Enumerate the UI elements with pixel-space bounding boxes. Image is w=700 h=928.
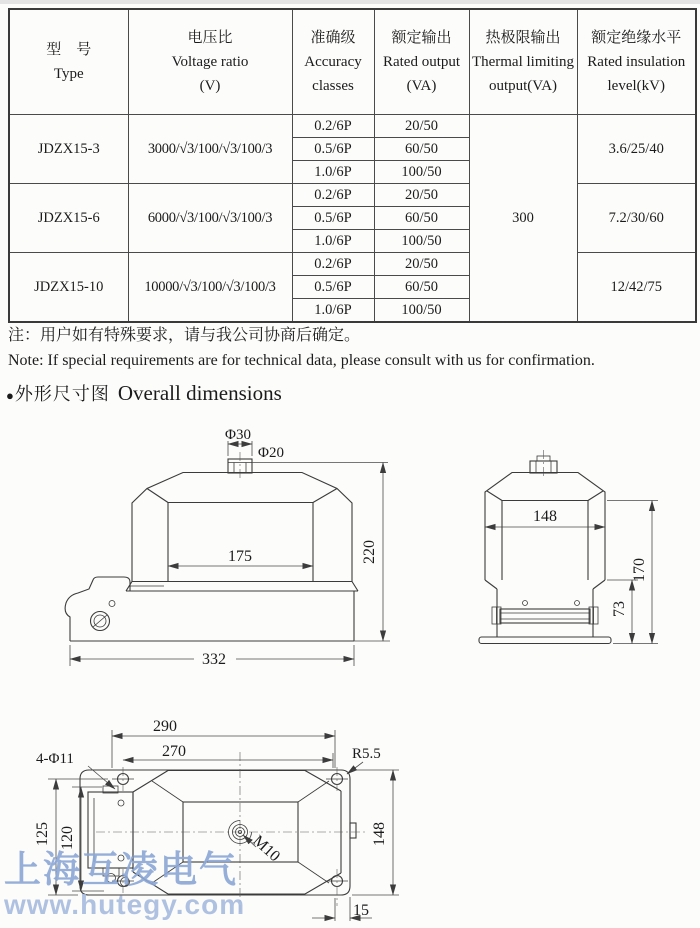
cell-insulation: 7.2/30/60 [577,184,696,253]
header-line: (V) [199,78,221,94]
front-view-outline [65,452,358,641]
cell-output: 20/50 [374,253,469,276]
header-line: Thermal limiting [471,54,575,70]
cell-voltage-ratio: 3000/√3/100/√3/100/3 [128,115,292,184]
col-header-output [374,9,469,115]
side-dim-73: 73 [611,601,628,617]
header-line: Type [53,66,84,82]
section-title [6,380,282,406]
col-header-accuracy [292,9,374,115]
spec-table [8,8,697,323]
header-line: classes [312,78,354,94]
bottom-dim-148: 148 [371,822,388,846]
header-line: Rated output [382,54,461,70]
scan-edge-artifact [0,0,700,4]
cell-accuracy: 0.5/6P [292,207,374,230]
cell-accuracy: 1.0/6P [292,230,374,253]
header-line: Accuracy [304,54,362,70]
cell-accuracy: 0.2/6P [292,253,374,276]
side-view-outline [479,450,611,644]
front-dim-phi20: Φ20 [258,445,284,461]
section-title-en: Overall dimensions [117,381,282,405]
watermark-url: www.hutegy.com [4,889,246,920]
col-header-ratio [128,9,292,115]
table-row [9,184,696,207]
front-dim-175: 175 [228,548,252,565]
cell-accuracy: 1.0/6P [292,161,374,184]
col-header-type [9,9,128,115]
cell-type: JDZX15-6 [9,184,128,253]
header-line: Voltage ratio [171,54,249,70]
header-line: 额定绝缘水平 [591,30,682,46]
cell-accuracy: 1.0/6P [292,299,374,323]
table-row [9,253,696,276]
table-row [9,115,696,138]
col-header-insulation [577,9,696,115]
watermark [4,851,245,919]
bottom-dim-290: 290 [153,718,177,735]
section-title-cn: 外形尺寸图 [14,384,110,404]
cell-output: 100/50 [374,299,469,323]
header-line: (VA) [406,78,437,94]
cell-voltage-ratio: 6000/√3/100/√3/100/3 [128,184,292,253]
cell-accuracy: 0.5/6P [292,276,374,299]
table-header-row [9,9,696,115]
front-view-dimensions [70,427,390,668]
cell-output: 60/50 [374,138,469,161]
side-dim-170: 170 [631,558,648,582]
bottom-dim-15: 15 [353,902,369,919]
cell-output: 20/50 [374,115,469,138]
cell-output: 20/50 [374,184,469,207]
cell-output: 60/50 [374,276,469,299]
col-header-thermal [469,9,577,115]
bottom-label-m10: M10 [249,832,284,866]
side-view-dimensions [485,501,658,644]
side-view [479,450,658,644]
header-line: 热极限输出 [485,30,561,46]
cell-insulation: 3.6/25/40 [577,115,696,184]
note-en: Note: If special requirements are for technical data, please consult with us for confirmation. [8,352,595,369]
cell-type: JDZX15-10 [9,253,128,323]
side-dim-148: 148 [533,508,557,525]
cell-insulation: 12/42/75 [577,253,696,323]
cell-accuracy: 0.2/6P [292,184,374,207]
bottom-dim-270: 270 [162,743,186,760]
cell-output: 100/50 [374,230,469,253]
header-line: 电压比 [187,30,233,46]
header-line: 准确级 [310,30,356,46]
cell-thermal-output: 300 [469,115,577,323]
cell-output: 100/50 [374,161,469,184]
header-line: Rated insulation [587,54,686,70]
cell-voltage-ratio: 10000/√3/100/√3/100/3 [128,253,292,323]
bottom-dim-125: 125 [34,822,51,846]
front-dim-220: 220 [361,540,378,564]
header-line: output(VA) [488,78,558,94]
header-line: 型 号 [46,42,92,58]
header-line: 额定输出 [391,30,452,46]
bottom-label-r5-5: R5.5 [352,746,381,762]
bullet-icon: ● [6,388,14,403]
cell-output: 60/50 [374,207,469,230]
bottom-label-4phi11: 4-Φ11 [36,751,74,767]
front-dim-332: 332 [202,651,226,668]
cell-accuracy: 0.5/6P [292,138,374,161]
notes-block [8,322,668,370]
watermark-company: 上海互凌电气 [4,849,238,890]
note-cn: 注：用户如有特殊要求，请与我公司协商后确定。 [8,327,361,344]
front-dim-phi30: Φ30 [225,427,251,443]
front-view [65,427,390,668]
cell-accuracy: 0.2/6P [292,115,374,138]
cell-type: JDZX15-3 [9,115,128,184]
header-line: level(kV) [607,78,665,94]
bottom-dim-120: 120 [59,826,76,850]
